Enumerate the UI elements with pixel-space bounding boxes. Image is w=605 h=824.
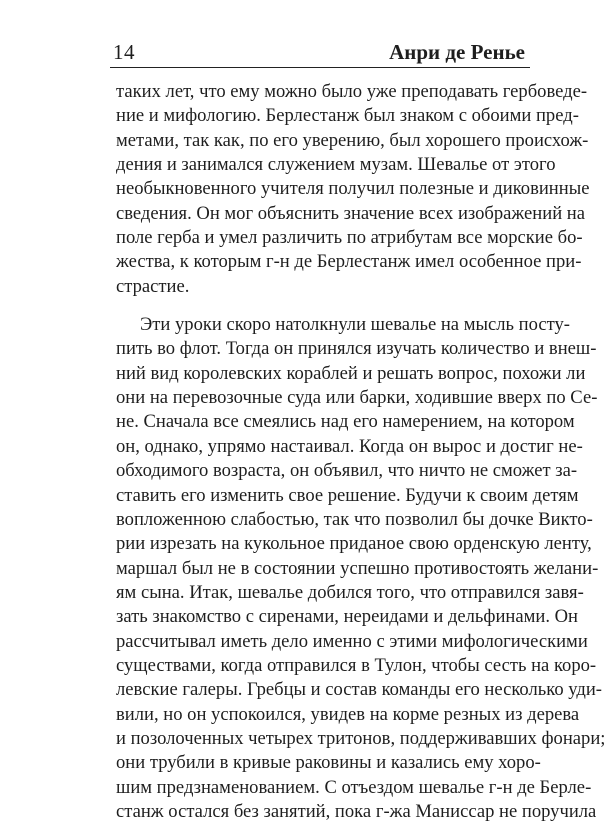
text-line: не. Сначала все смеялись над его намерением, на котором — [116, 411, 575, 433]
text-line: станж остался без занятий, пока г-жа Маниссар не поручила — [116, 800, 597, 822]
paragraph-gap — [116, 299, 524, 313]
text-line: маршал был не в состоянии успешно противостоять желани- — [116, 557, 599, 579]
text-line: сведения. Он мог объяснить значение всех изображений на — [116, 202, 585, 224]
text-line: ние и мифологию. Берлестанж был знаком с обоими пред- — [116, 105, 579, 127]
text-line: рии изрезать на кукольное приданое свою орденскую ленту, — [116, 533, 592, 555]
paragraph — [116, 313, 605, 824]
text-line: вопложенною слабостью, так что позволил бы дочке Викто- — [116, 508, 593, 530]
text-line: страстие. — [116, 275, 190, 297]
text-line: шим предзнаменованием. С отъездом шевалье г-н де Берле- — [116, 776, 592, 798]
text-line: ставить его изменить свое решение. Будучи к своим детям — [116, 484, 579, 506]
text-line: обходимого возраста, он объявил, что ничто не сможет за- — [116, 460, 578, 482]
text-line: и позолоченных четырех тритонов, поддерживавших фонари; — [116, 727, 605, 749]
paragraph — [116, 80, 590, 299]
text-line: ний вид королевских кораблей и решать вопрос, похожи ли — [116, 362, 586, 384]
text-line: пить во флот. Тогда он принялся изучать количество и внеш- — [116, 338, 597, 360]
text-line: зать знакомство с сиренами, нереидами и дельфинами. Он — [116, 606, 579, 628]
running-title-author: Анри де Ренье — [389, 40, 525, 64]
text-line: вили, но он успокоился, увидев на корме резных из дерева — [116, 703, 580, 725]
body-text — [116, 80, 605, 824]
text-line: они трубили в кривые раковины и казались ему хоро- — [116, 752, 541, 774]
text-line: они на перевозочные суда или барки, ходившие вверх по Се- — [116, 387, 598, 409]
header-rule — [110, 67, 530, 68]
text-line: поле герба и умел различить по атрибутам все морские бо- — [116, 227, 583, 249]
running-head — [113, 38, 525, 68]
text-line: ям сына. Итак, шевалье добился того, что отправился завя- — [116, 581, 584, 603]
text-line: таких лет, что ему можно было уже преподавать гербоведе- — [116, 81, 588, 102]
text-line: Эти уроки скоро натолкнули шевалье на мысль посту- — [140, 314, 570, 336]
text-line: метами, так как, по его уверению, был хорошего происхож- — [116, 129, 589, 151]
text-line: дения и занимался служением музам. Шевалье от этого — [116, 154, 556, 176]
page-number: 14 — [113, 40, 135, 64]
text-line: рассчитывал иметь дело именно с этими мифологическими — [116, 630, 588, 652]
text-line: левские галеры. Гребцы и состав команды его несколько уди- — [116, 679, 602, 701]
text-line: жества, к которым г-н де Берлестанж имел особенное при- — [116, 251, 582, 273]
text-line: необыкновенного учителя получил полезные и диковинные — [116, 178, 590, 200]
text-line: существами, когда отправился в Тулон, чтобы сесть на коро- — [116, 654, 597, 676]
text-line: он, однако, упрямо настаивал. Когда он вырос и достиг не- — [116, 435, 583, 457]
